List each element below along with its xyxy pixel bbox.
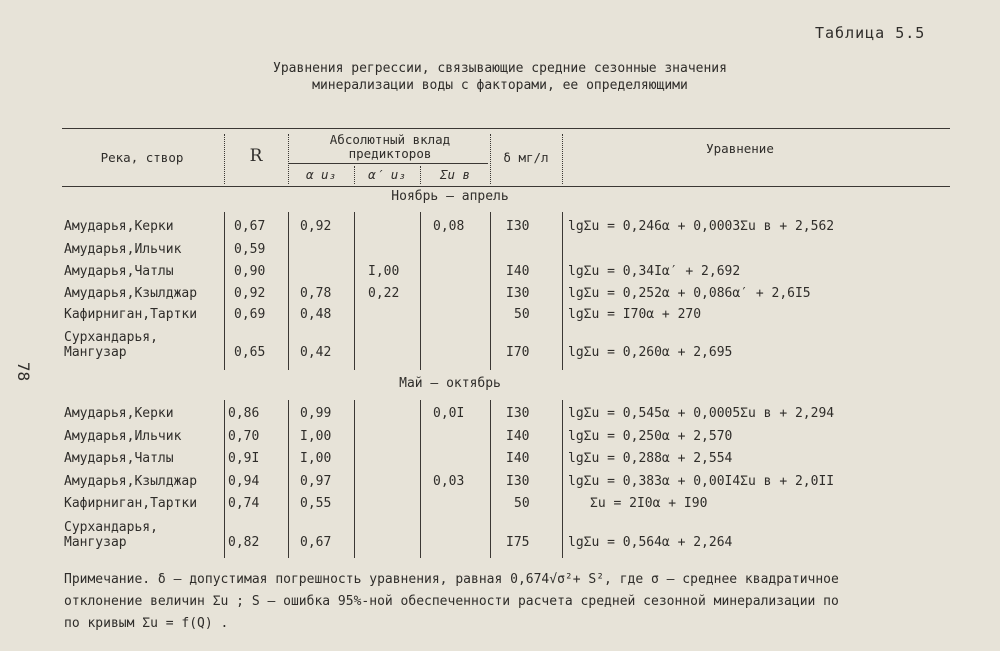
body-sep-eq-2 xyxy=(562,400,563,558)
header-c1: α u₃ xyxy=(305,167,337,182)
note-line-2: отклонение величин Σu ; S – ошибка 95%-ной обеспеченности расчета средней сезонной минерализации по xyxy=(64,594,839,609)
cell-river: Кафирниган,Тартки xyxy=(64,307,198,322)
cell-equation: lgΣu = I70α + 270 xyxy=(568,307,702,322)
page-number: 78 xyxy=(14,361,34,382)
cell-r: 0,90 xyxy=(234,264,266,279)
header-c3: Σu в xyxy=(439,167,471,182)
body-sep-c2-1 xyxy=(354,212,355,370)
table-number: Таблица 5.5 xyxy=(815,24,926,42)
cell-r: 0,86 xyxy=(228,406,260,421)
cell-c1: 0,97 xyxy=(300,474,332,489)
cell-c1: 0,55 xyxy=(300,496,332,511)
cell-equation: lgΣu = 0,288α + 2,554 xyxy=(568,451,733,466)
cell-delta: I30 xyxy=(506,286,530,301)
cell-river: Амударья,Кзылджар xyxy=(64,474,198,489)
cell-delta: I30 xyxy=(506,406,530,421)
cell-equation: lgΣu = 0,545α + 0,0005Σu в + 2,294 xyxy=(568,406,835,421)
body-sep-eq-1 xyxy=(562,212,563,370)
table-title xyxy=(200,60,800,94)
body-sep-r-2 xyxy=(224,400,225,558)
cell-delta: 50 xyxy=(514,496,530,511)
header-river: Река, створ xyxy=(100,150,184,165)
cell-river: Амударья,Чатлы xyxy=(64,264,174,279)
cell-equation: Σu = 2I0α + I90 xyxy=(590,496,708,511)
section-title-summer: Май – октябрь xyxy=(399,376,501,391)
cell-delta: I40 xyxy=(506,264,530,279)
cell-equation: lgΣu = 0,564α + 2,264 xyxy=(568,535,733,550)
cell-r: 0,82 xyxy=(228,535,260,550)
title-line-1: Уравнения регрессии, связывающие средние сезонные значения xyxy=(273,61,727,76)
cell-r: 0,9I xyxy=(228,451,260,466)
header-contrib: Абсолютный вклад предикторов xyxy=(329,132,451,161)
cell-equation: lgΣu = 0,250α + 2,570 xyxy=(568,429,733,444)
cell-river: Амударья,Кзылджар xyxy=(64,286,198,301)
cell-r: 0,69 xyxy=(234,307,266,322)
cell-equation: lgΣu = 0,252α + 0,086α′ + 2,6I5 xyxy=(568,286,811,301)
cell-river: Амударья,Ильчик xyxy=(64,429,182,444)
header-sep-5 xyxy=(490,134,491,184)
header-r: R xyxy=(249,146,263,166)
cell-equation: lgΣu = 0,260α + 2,695 xyxy=(568,345,733,360)
cell-river: Сурхандарья, Мангузар xyxy=(64,520,158,550)
cell-river: Кафирниган,Тартки xyxy=(64,496,198,511)
body-sep-c1-2 xyxy=(288,400,289,558)
cell-c3: 0,03 xyxy=(433,474,465,489)
cell-river: Амударья,Керки xyxy=(64,219,174,234)
note-line-3: по кривым Σu = f(Q) . xyxy=(64,616,229,631)
cell-c1: 0,67 xyxy=(300,535,332,550)
section-title-winter: Ноябрь – апрель xyxy=(391,189,509,204)
cell-equation: lgΣu = 0,246α + 0,0003Σu в + 2,562 xyxy=(568,219,835,234)
cell-river: Сурхандарья, Мангузар xyxy=(64,330,158,360)
body-sep-c3-1 xyxy=(420,212,421,370)
header-sep-2 xyxy=(288,134,289,184)
cell-r: 0,70 xyxy=(228,429,260,444)
header-sep-4 xyxy=(420,166,421,184)
header-sep-6 xyxy=(562,134,563,184)
cell-delta: I40 xyxy=(506,429,530,444)
cell-c1: 0,99 xyxy=(300,406,332,421)
cell-c1: 0,42 xyxy=(300,345,332,360)
cell-r: 0,67 xyxy=(234,219,266,234)
table-top-rule xyxy=(62,128,950,129)
header-sep-3 xyxy=(354,166,355,184)
cell-c1: 0,78 xyxy=(300,286,332,301)
title-line-2: минерализации воды с факторами, ее определяющими xyxy=(312,78,688,93)
cell-r: 0,65 xyxy=(234,345,266,360)
cell-equation: lgΣu = 0,383α + 0,00I4Σu в + 2,0II xyxy=(568,474,835,489)
body-sep-delta-1 xyxy=(490,212,491,370)
header-delta: δ мг/л xyxy=(503,150,549,165)
body-sep-c3-2 xyxy=(420,400,421,558)
cell-c2: 0,22 xyxy=(368,286,400,301)
cell-river: Амударья,Чатлы xyxy=(64,451,174,466)
cell-delta: I70 xyxy=(506,345,530,360)
contrib-sub-rule xyxy=(288,163,488,164)
cell-c2: I,00 xyxy=(368,264,400,279)
cell-delta: I40 xyxy=(506,451,530,466)
cell-c1: 0,92 xyxy=(300,219,332,234)
cell-c3: 0,0I xyxy=(433,406,465,421)
header-sep-1 xyxy=(224,134,225,184)
cell-river: Амударья,Керки xyxy=(64,406,174,421)
cell-r: 0,92 xyxy=(234,286,266,301)
cell-delta: I75 xyxy=(506,535,530,550)
body-sep-delta-2 xyxy=(490,400,491,558)
cell-c1: I,00 xyxy=(300,429,332,444)
header-bottom-rule xyxy=(62,186,950,187)
note-line-1: Примечание. δ – допустимая погрешность уравнения, равная 0,674√σ²+ S², где σ – среднее квадратичное xyxy=(64,572,839,587)
header-c2: α′ u₃ xyxy=(368,167,406,182)
cell-c1: I,00 xyxy=(300,451,332,466)
cell-c1: 0,48 xyxy=(300,307,332,322)
cell-delta: 50 xyxy=(514,307,530,322)
cell-r: 0,59 xyxy=(234,242,266,257)
cell-c3: 0,08 xyxy=(433,219,465,234)
cell-r: 0,74 xyxy=(228,496,260,511)
cell-river: Амударья,Ильчик xyxy=(64,242,182,257)
cell-delta: I30 xyxy=(506,219,530,234)
cell-equation: lgΣu = 0,34Iα′ + 2,692 xyxy=(568,264,741,279)
body-sep-r-1 xyxy=(224,212,225,370)
body-sep-c2-2 xyxy=(354,400,355,558)
header-equation: Уравнение xyxy=(706,141,774,156)
body-sep-c1-1 xyxy=(288,212,289,370)
cell-r: 0,94 xyxy=(228,474,260,489)
cell-delta: I30 xyxy=(506,474,530,489)
